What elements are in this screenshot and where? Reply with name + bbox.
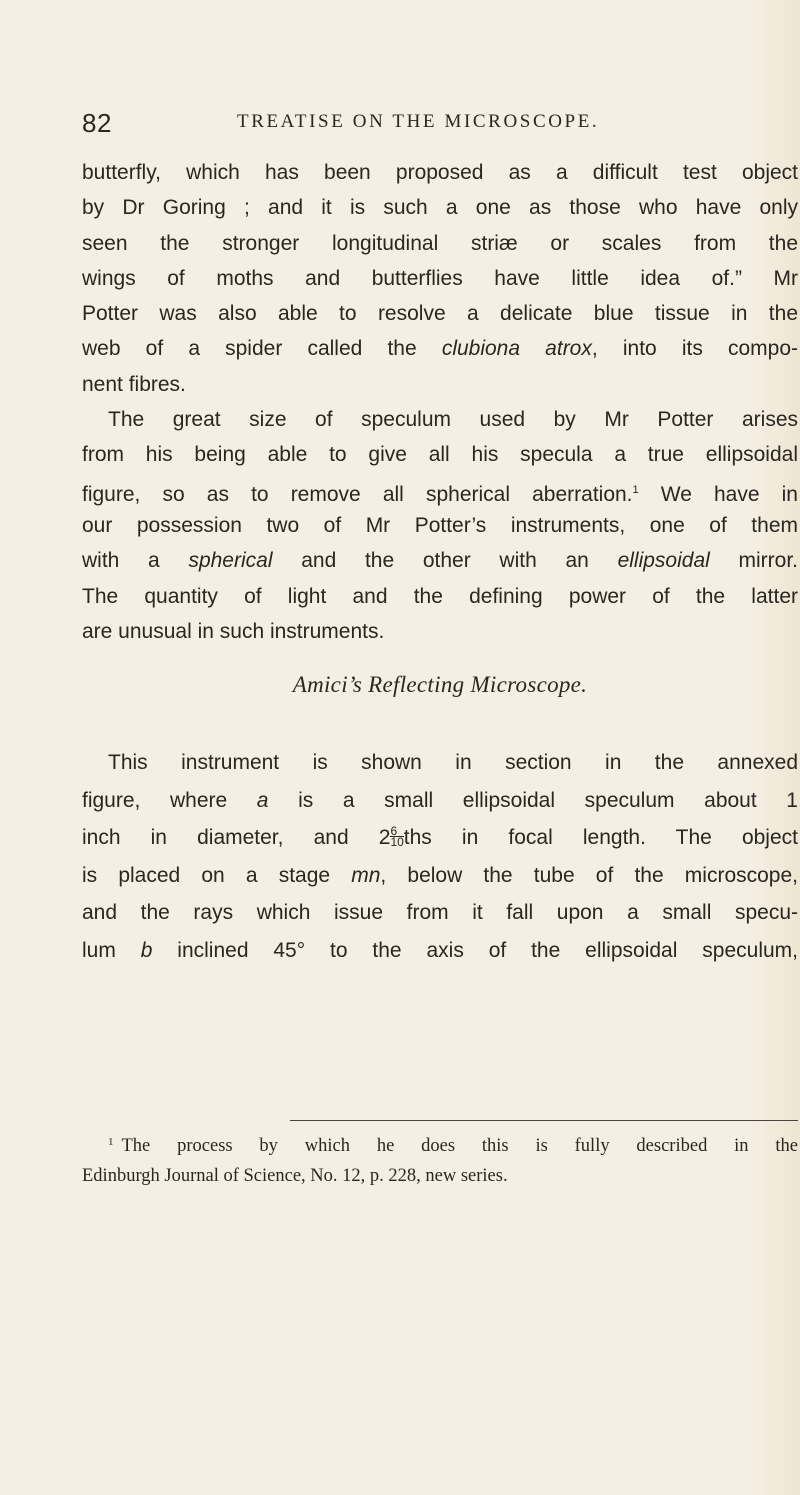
text-run: mirror. [709, 549, 798, 573]
text-run: , into its compo- [591, 337, 799, 361]
text-line: The quantity of light and the defining power of the latter [82, 584, 798, 608]
text-line: nent fibres. [82, 372, 186, 396]
text-line: The great size of speculum used by Mr Potter arises [108, 408, 798, 432]
running-head: TREATISE ON THE MICROSCOPE. [237, 111, 600, 132]
species-name: clubiona atrox [441, 337, 592, 361]
emphasis: mn [351, 863, 381, 887]
text-line: seen the stronger longitudinal striæ or scales from the [82, 231, 798, 255]
footnote-line [82, 1125, 798, 1159]
text-run: inclined 45° to the axis of the ellipsoidal speculum, [152, 938, 798, 962]
page-number: 82 [82, 108, 112, 138]
text-run: figure, so as to remove all spherical aberration. [82, 482, 633, 506]
text-run: inch in diameter, and 2 [82, 826, 391, 849]
text-line: are unusual in such instruments. [82, 619, 385, 643]
fraction-numerator: 6 [390, 826, 403, 837]
text-line [82, 819, 798, 857]
text-run: , below the tube of the microscope, [380, 863, 798, 887]
emphasis: a [256, 788, 269, 812]
text-line [82, 543, 798, 578]
text-run: is placed on a stage [82, 863, 352, 887]
text-run: web of a spider called the [82, 337, 442, 361]
text-line: from his being able to give all his specula a true ellipsoidal [82, 443, 798, 467]
footnote-mark: 1 [108, 1136, 114, 1148]
text-line: our possession two of Mr Potter’s instruments, one of them [82, 513, 798, 537]
text-line: butterfly, which has been proposed as a difficult test object [82, 161, 798, 184]
text-line [82, 932, 798, 970]
text-line: This instrument is shown in section in the annexed [108, 751, 798, 774]
text-line: Potter was also able to resolve a delicate blue tissue in the [82, 302, 798, 326]
emphasis: b [140, 938, 153, 962]
text-line: and the rays which issue from it fall upon a small specu- [82, 901, 798, 924]
text-run: ths in focal length. The object [403, 826, 798, 849]
paragraph-amici [82, 744, 798, 969]
text-run: The process by which he does this is fully described in the [121, 1136, 798, 1156]
fraction-denominator: 10 [390, 835, 404, 849]
text-run: We have in [638, 482, 798, 506]
text-run: with a [82, 549, 189, 573]
text-run: lum [82, 938, 141, 962]
text-line [82, 473, 798, 508]
text-line: wings of moths and butterflies have little idea of.” Mr [82, 266, 798, 290]
emphasis: spherical [188, 549, 273, 573]
text-run: and the other with an [272, 549, 618, 573]
text-line [82, 782, 798, 820]
text-line [82, 331, 798, 366]
section-heading: Amici’s Reflecting Microscope. [292, 672, 588, 697]
text-run: figure, where [82, 788, 257, 812]
footnote-divider [290, 1120, 798, 1121]
footnote [82, 1125, 798, 1193]
footnote-reference: 1 [632, 483, 639, 496]
emphasis: ellipsoidal [617, 549, 710, 573]
text-run: is a small ellipsoidal speculum about 1 [268, 788, 798, 812]
footnote-line: Edinburgh Journal of Science, No. 12, p. 228, new series. [82, 1166, 508, 1186]
page-header [82, 108, 782, 144]
fraction [390, 826, 403, 847]
paragraph-continuation [82, 155, 798, 649]
text-line [82, 857, 798, 895]
text-line: by Dr Goring ; and it is such a one as those who have only [82, 196, 798, 220]
